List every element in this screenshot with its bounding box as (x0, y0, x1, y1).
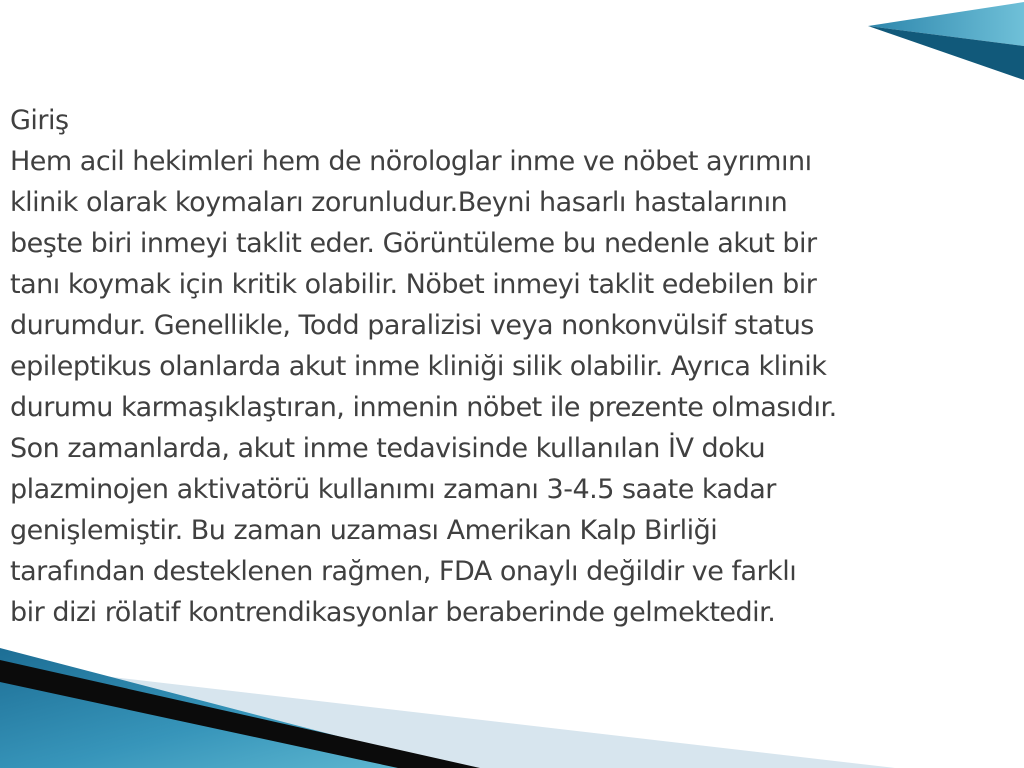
body-line: tarafından desteklenen rağmen, FDA onaylı değildir ve farklı (10, 556, 797, 587)
slide-text-block (10, 100, 837, 633)
body-line: plazminojen aktivatörü kullanımı zamanı 3-4.5 saate kadar (10, 474, 776, 505)
bottom-left-ribbon (0, 648, 895, 768)
black-stripe (0, 660, 480, 768)
body-line: genişlemiştir. Bu zaman uzaması Amerikan Kalp Birliği (10, 515, 718, 546)
body-line: beşte biri inmeyi taklit eder. Görüntüleme bu nedenle akut bir (10, 228, 817, 259)
body-line: Son zamanlarda, akut inme tedavisinde kullanılan İV doku (10, 433, 766, 464)
pale-blue-stripe (0, 664, 895, 768)
top-right-ribbon-upper (868, 2, 1024, 46)
top-right-ribbon-lower (868, 26, 1024, 80)
body-line: klinik olarak koymaları zorunludur.Beyni hasarlı hastalarının (10, 187, 788, 218)
slide-heading: Giriş (10, 105, 69, 136)
body-line: epileptikus olanlarda akut inme kliniği silik olabilir. Ayrıca klinik (10, 351, 827, 382)
teal-wedge (0, 648, 460, 768)
top-right-ribbon (868, 2, 1024, 80)
body-line: tanı koymak için kritik olabilir. Nöbet inmeyi taklit edebilen bir (10, 269, 817, 300)
body-line: bir dizi rölatif kontrendikasyonlar beraberinde gelmektedir. (10, 597, 776, 628)
body-line: Hem acil hekimleri hem de nörologlar inme ve nöbet ayrımını (10, 146, 812, 177)
body-line: durumdur. Genellikle, Todd paralizisi veya nonkonvülsif status (10, 310, 814, 341)
body-line: durumu karmaşıklaştıran, inmenin nöbet ile prezente olmasıdır. (10, 392, 837, 423)
